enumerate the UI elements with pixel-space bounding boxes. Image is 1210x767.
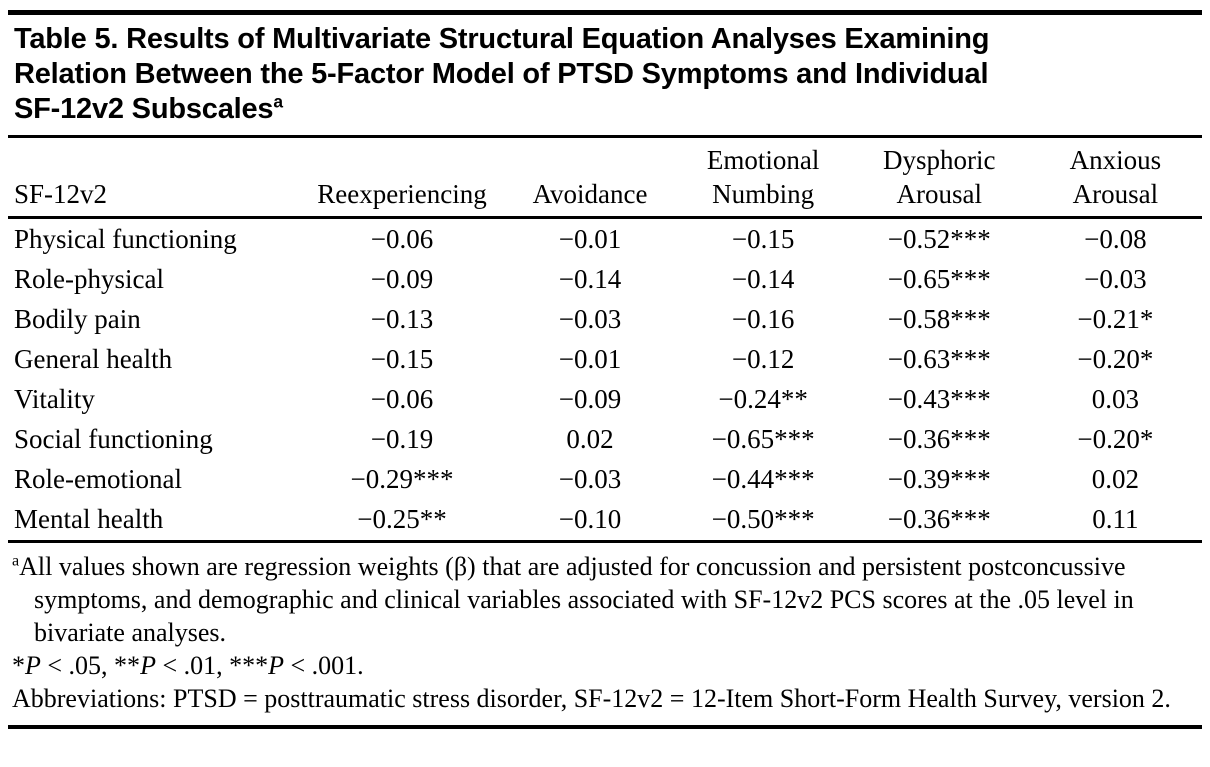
row-label: General health xyxy=(14,344,173,375)
column-header-line-bottom: Avoidance xyxy=(532,178,648,209)
cell-value: −0.36*** xyxy=(887,424,991,455)
cell-value: −0.65*** xyxy=(711,424,815,455)
cell-value: −0.01 xyxy=(558,344,622,375)
cell-value: 0.02 xyxy=(566,424,614,455)
cell-value: −0.63*** xyxy=(887,344,991,375)
cell-value: −0.65*** xyxy=(887,263,991,294)
significance-text: < .05, ** xyxy=(40,651,141,681)
column-header-line-bottom: Reexperiencing xyxy=(317,178,487,209)
cell-value: −0.12 xyxy=(731,344,795,375)
bottom-rule xyxy=(8,725,1202,729)
row-label: Vitality xyxy=(14,384,95,415)
p-value-symbol: P xyxy=(268,651,285,681)
cell-value: −0.06 xyxy=(370,384,434,415)
cell-value: −0.19 xyxy=(370,424,434,455)
column-header-line-bottom: SF-12v2 xyxy=(14,178,108,209)
column-header-line-bottom: Arousal xyxy=(896,178,983,209)
table-title xyxy=(8,15,1202,138)
table-row xyxy=(8,259,1202,299)
cell-value: −0.21* xyxy=(1077,304,1154,335)
row-label: Role-emotional xyxy=(14,464,182,495)
significance-text: < .001. xyxy=(284,651,364,681)
table-header-row xyxy=(8,138,1202,217)
p-value-symbol: P xyxy=(25,651,41,681)
cell-value: −0.50*** xyxy=(677,500,850,542)
column-header-line-bottom: Numbing xyxy=(712,178,815,209)
column-header xyxy=(677,138,850,217)
cell-value: −0.09 xyxy=(370,263,434,294)
cell-value: 0.03 xyxy=(1091,384,1140,415)
table-row xyxy=(8,500,1202,542)
footnote-abbreviations xyxy=(12,682,1198,715)
table-header xyxy=(8,138,1202,217)
row-label: Physical functioning xyxy=(14,223,237,254)
footnote-abbreviations-text: Abbreviations: PTSD = posttraumatic stress disorder, SF-12v2 = 12-Item Short-Form Health Survey, version 2. xyxy=(12,684,1171,714)
footnote-a-marker: a xyxy=(12,552,20,570)
row-label: Role-physical xyxy=(14,263,164,294)
column-header xyxy=(850,138,1029,217)
cell-value: −0.03 xyxy=(1084,263,1147,294)
table-body xyxy=(8,218,1202,542)
table-row xyxy=(8,340,1202,380)
table-title-line-1: Table 5. Results of Multivariate Structural Equation Analyses Examining xyxy=(14,23,990,55)
cell-value: −0.08 xyxy=(1084,223,1147,254)
cell-value: 0.11 xyxy=(1029,500,1202,542)
cell-value: −0.13 xyxy=(370,304,434,335)
column-header xyxy=(301,138,504,217)
row-label: Mental health xyxy=(8,500,301,542)
cell-value: −0.39*** xyxy=(887,464,991,495)
column-header xyxy=(503,138,676,217)
stub-column-header xyxy=(8,138,301,217)
footnote-a xyxy=(12,550,1198,649)
table-row xyxy=(8,420,1202,460)
cell-value: −0.06 xyxy=(370,223,434,254)
footnotes xyxy=(8,543,1202,715)
significance-text: < .01, *** xyxy=(155,651,269,681)
table-row xyxy=(8,218,1202,260)
cell-value: −0.52*** xyxy=(887,223,991,254)
cell-value: −0.03 xyxy=(558,464,622,495)
table-title-line-2: Relation Between the 5-Factor Model of PTSD Symptoms and Individual xyxy=(14,57,989,90)
cell-value: −0.03 xyxy=(558,304,622,335)
cell-value: −0.15 xyxy=(370,344,434,375)
cell-value: 0.02 xyxy=(1091,464,1140,495)
cell-value: −0.58*** xyxy=(887,304,991,335)
cell-value: −0.10 xyxy=(503,500,676,542)
column-header-line-bottom: Arousal xyxy=(1072,178,1159,209)
table-title-footnote-marker: a xyxy=(273,90,283,111)
column-header-line-top: Anxious xyxy=(1069,145,1162,176)
cell-value: −0.01 xyxy=(558,223,622,254)
cell-value: −0.15 xyxy=(731,223,795,254)
cell-value: −0.20* xyxy=(1077,344,1154,375)
cell-value: −0.44*** xyxy=(711,464,815,495)
cell-value: −0.29*** xyxy=(350,464,454,495)
cell-value: −0.09 xyxy=(558,384,622,415)
table-row xyxy=(8,380,1202,420)
cell-value: −0.36*** xyxy=(850,500,1029,542)
p-value-symbol: P xyxy=(140,651,156,681)
cell-value: −0.24** xyxy=(718,384,808,415)
cell-value: −0.16 xyxy=(731,304,795,335)
column-header-line-top: Dysphoric xyxy=(883,145,996,176)
results-table xyxy=(8,138,1202,543)
significance-text: * xyxy=(12,651,25,681)
cell-value: −0.14 xyxy=(558,263,622,294)
row-label: Social functioning xyxy=(14,424,213,455)
cell-value: −0.14 xyxy=(731,263,795,294)
column-header-line-top: Emotional xyxy=(706,145,820,176)
row-label: Bodily pain xyxy=(14,304,141,335)
footnote-a-text: All values shown are regression weights (β) that are adjusted for concussion and persistent postconcussive symptoms, and demographic and clinical variables associated with SF-12v2 PCS scores at the .05 level in bivariate analyses. xyxy=(19,552,1134,648)
table-row xyxy=(8,460,1202,500)
table-title-line-3 xyxy=(14,92,1198,127)
cell-value: −0.20* xyxy=(1077,424,1154,455)
table-title-line-3-text: SF-12v2 Subscales xyxy=(14,92,274,125)
footnote-significance xyxy=(12,649,1198,682)
column-header xyxy=(1029,138,1202,217)
table-row xyxy=(8,300,1202,340)
cell-value: −0.25** xyxy=(301,500,504,542)
cell-value: −0.43*** xyxy=(887,384,991,415)
